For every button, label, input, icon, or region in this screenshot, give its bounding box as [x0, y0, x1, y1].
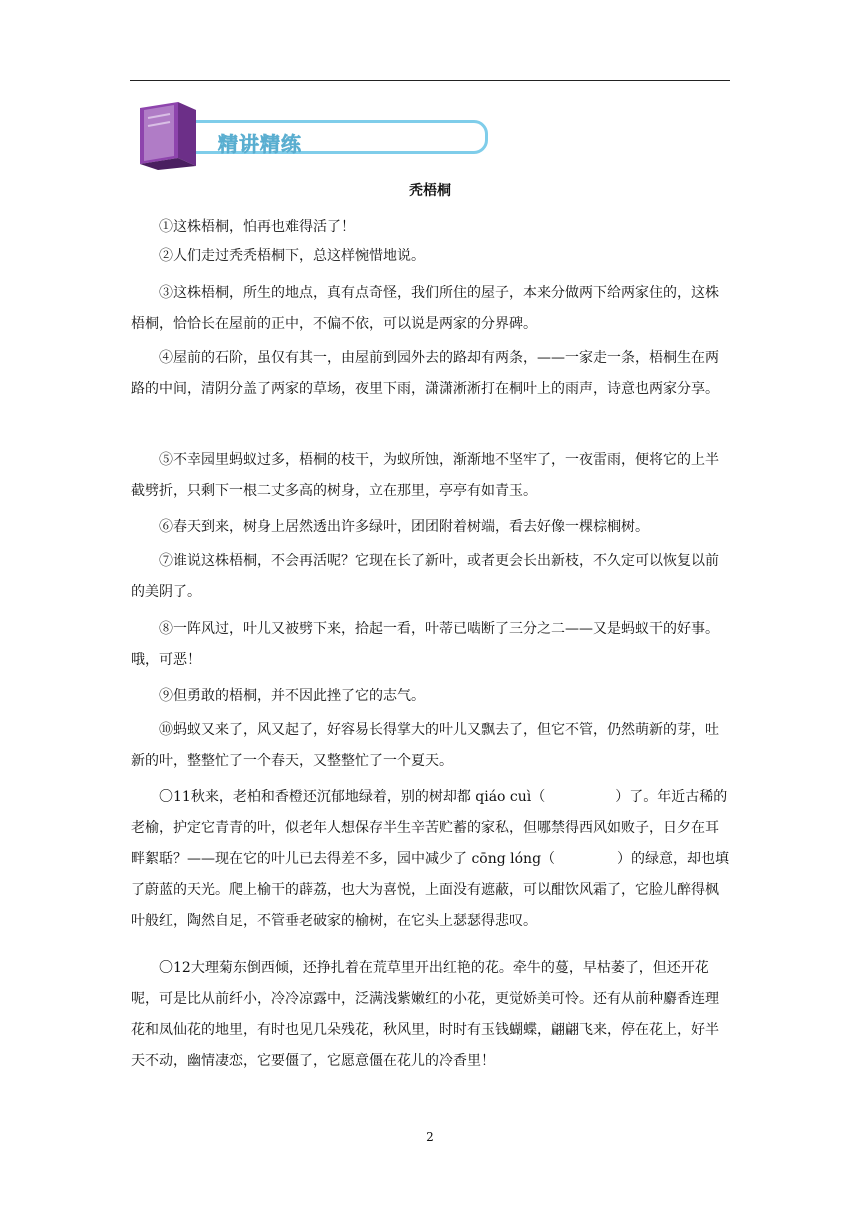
article-title: 秃梧桐 — [409, 183, 451, 199]
header-rule — [130, 80, 730, 81]
page-number: 2 — [426, 1130, 434, 1144]
paragraph-2: ②人们走过秃秃梧桐下，总这样惋惜地说。 — [159, 248, 425, 264]
paragraph-1: ①这株梧桐，怕再也难得活了！ — [159, 219, 355, 235]
paragraph-3: ③这株梧桐，所生的地点，真有点奇怪，我们所住的屋子，本来分做两下给两家住的，这株梧桐，恰恰长在屋前的正中，不偏不依，可以说是两家的分界碑。 — [131, 285, 719, 332]
paragraph-11: 〇11秋来，老柏和香橙还沉郁地绿着，别的树却都 qiáo cuì（ ）了。年近古稀的老榆，护定它青青的叶，似老年人想保存半生辛苦贮蓄的家私，但哪禁得西风如败子，日夕在耳畔絮聒？——现在它的叶儿已去得差不多，园中减少了 cōng lóng（ ）的绿意，却也填了蔚蓝的天光。爬上榆干的薜荔，也大为喜悦，上面没有遮蔽，可以酣饮风霜了，它脸儿醉得枫叶般红，陶然自足，不管垂老破家的榆树，在它头上瑟瑟得悲叹。 — [131, 789, 730, 929]
paragraph-9: ⑨但勇敢的梧桐，并不因此挫了它的志气。 — [159, 688, 425, 704]
section-banner — [134, 98, 366, 170]
banner-label: 精讲精练 — [218, 132, 302, 156]
paragraph-8: ⑧一阵风过，叶儿又被劈下来，拾起一看，叶蒂已啮断了三分之二——又是蚂蚁干的好事。哦，可恶！ — [131, 621, 719, 668]
paragraph-7: ⑦谁说这株梧桐，不会再活呢？它现在长了新叶，或者更会长出新枝，不久定可以恢复以前的美阴了。 — [131, 553, 719, 600]
book-icon — [134, 98, 206, 170]
paragraph-10: ⑩蚂蚁又来了，风又起了，好容易长得掌大的叶儿又飘去了，但它不管，仍然萌新的芽，吐新的叶，整整忙了一个春天，又整整忙了一个夏天。 — [131, 722, 719, 769]
paragraph-12: 〇12大理菊东倒西倾，还挣扎着在荒草里开出红艳的花。牵牛的蔓，早枯萎了，但还开花呢，可是比从前纤小，冷冷凉露中，泛满浅紫嫩红的小花，更觉娇美可怜。还有从前种麝香连理花和凤仙花的地里，有时也见几朵残花，秋风里，时时有玉钱蝴蝶，翩翩飞来，停在花上，好半天不动，幽情凄恋，它要僵了，它愿意僵在花儿的冷香里！ — [131, 960, 719, 1069]
paragraph-6: ⑥春天到来，树身上居然透出许多绿叶，团团附着树端，看去好像一棵棕榈树。 — [159, 519, 649, 535]
paragraph-5: ⑤不幸园里蚂蚁过多，梧桐的枝干，为蚁所蚀，渐渐地不坚牢了，一夜雷雨，便将它的上半截劈折，只剩下一根二丈多高的树身，立在那里，亭亭有如青玉。 — [131, 452, 719, 499]
paragraph-4: ④屋前的石阶，虽仅有其一，由屋前到园外去的路却有两条，——一家走一条，梧桐生在两路的中间，清阴分盖了两家的草场，夜里下雨，潇潇淅淅打在桐叶上的雨声，诗意也两家分享。 — [131, 350, 719, 397]
